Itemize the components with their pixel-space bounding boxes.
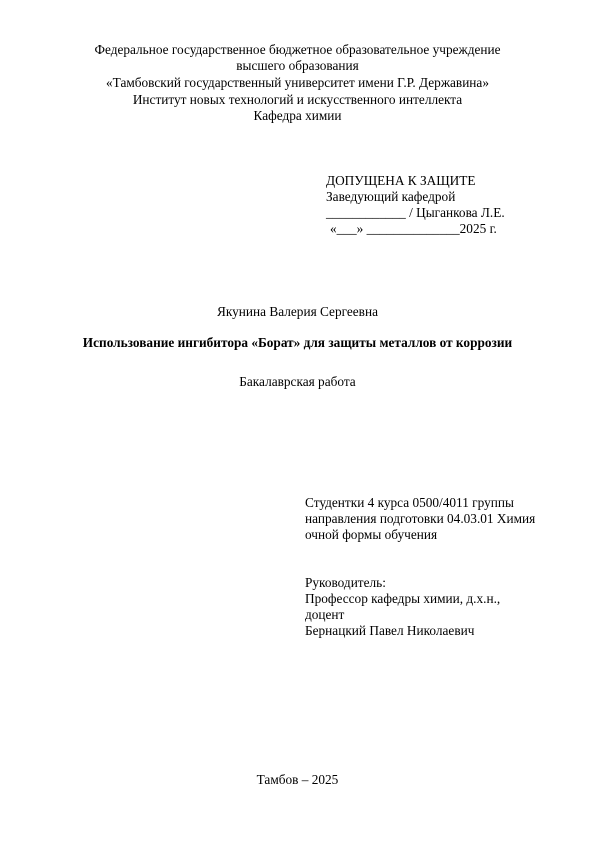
supervisor-line: доцент bbox=[305, 607, 345, 622]
city-year: Тамбов – 2025 bbox=[256, 772, 339, 787]
header-line-4: Институт новых технологий и искусственного интеллекта bbox=[132, 92, 463, 107]
approval-date-line: «___» ______________2025 г. bbox=[330, 221, 497, 236]
approval-title: ДОПУЩЕНА К ЗАЩИТЕ bbox=[326, 173, 476, 188]
header-line-5: Кафедра химии bbox=[253, 108, 342, 123]
header-line-3: «Тамбовский государственный университет имени Г.Р. Державина» bbox=[106, 75, 489, 90]
header-line-2: высшего образования bbox=[236, 58, 359, 73]
header-line-1: Федеральное государственное бюджетное образовательное учреждение bbox=[94, 42, 501, 57]
work-type: Бакалаврская работа bbox=[239, 374, 356, 389]
student-info-line: Студентки 4 курса 0500/4011 группы bbox=[305, 495, 514, 510]
author-name: Якунина Валерия Сергеевна bbox=[217, 304, 378, 319]
student-info bbox=[305, 495, 535, 543]
supervisor-line: Профессор кафедры химии, д.х.н., bbox=[305, 591, 501, 606]
thesis-title: Использование ингибитора «Борат» для защиты металлов от коррозии bbox=[82, 335, 513, 350]
approval-block bbox=[326, 173, 505, 237]
student-info-line: направления подготовки 04.03.01 Химия bbox=[305, 511, 536, 526]
student-info-line: очной формы обучения bbox=[305, 527, 438, 542]
approval-signature-line: ____________ / Цыганкова Л.Е. bbox=[326, 205, 505, 220]
supervisor-label: Руководитель: bbox=[305, 575, 386, 590]
supervisor-block bbox=[305, 575, 500, 639]
supervisor-name: Бернацкий Павел Николаевич bbox=[305, 623, 475, 638]
approval-position: Заведующий кафедрой bbox=[326, 189, 456, 204]
